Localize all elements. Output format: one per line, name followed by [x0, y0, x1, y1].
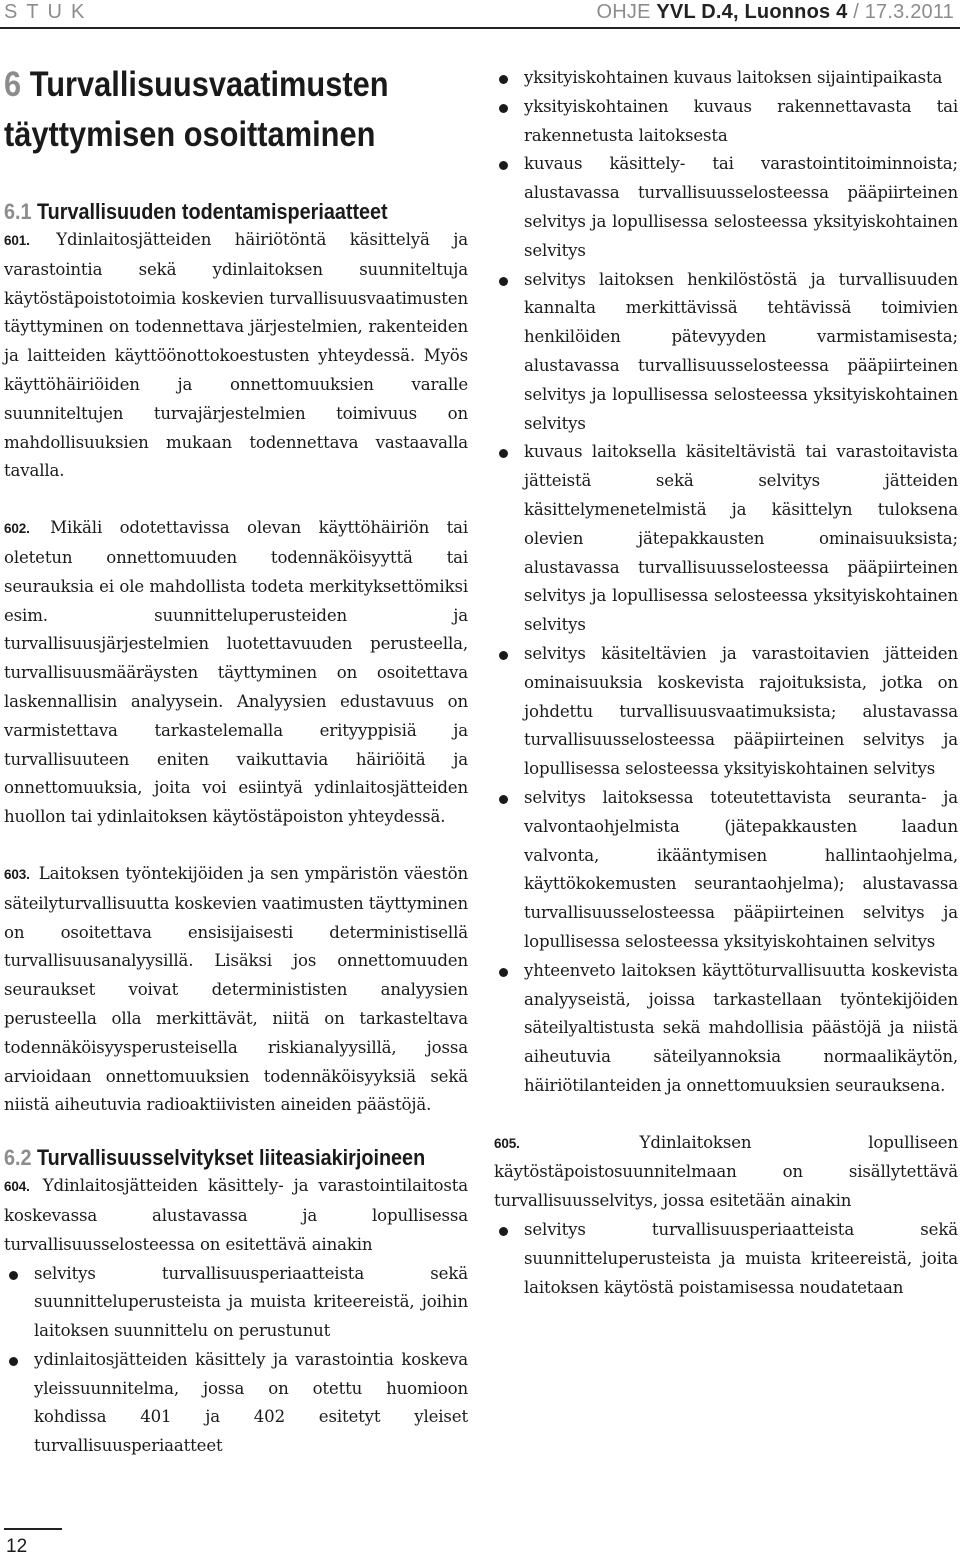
- paragraph-602: [4, 514, 468, 832]
- section-heading-6-1: [4, 198, 472, 226]
- section-number: 6.2: [4, 1145, 32, 1171]
- section-title: Turvallisuusselvitykset liiteasiakirjoineen: [37, 1145, 426, 1171]
- bullet-list-605: [494, 1216, 958, 1302]
- footer-rule: [4, 1528, 62, 1530]
- chapter-title-line1: Turvallisuusvaatimusten: [29, 65, 389, 104]
- page-number: 12: [6, 1536, 28, 1557]
- chapter-number: 6: [4, 65, 22, 104]
- paragraph-604: [4, 1172, 468, 1259]
- list-item: selvitys käsiteltävien ja varastoitavien jätteiden ominaisuuksia koskevista rajoituksista, jotka on johdettu turvallisuusvaatimuksista; alustavassa turvallisuusselosteessa pääpiirteinen selvitys ja lopullisessa selosteessa yksityiskohtainen selvitys: [494, 640, 958, 784]
- guide-date: / 17.3.2011: [847, 1, 954, 23]
- paragraph-number: 604.: [4, 1179, 30, 1195]
- paragraph-text: Ydinlaitosjätteiden häiriötöntä käsittelyä ja varastointia sekä ydinlaitoksen suunniteltuja käytöstäpoistotoimia koskevien turvallisuusvaatimusten täyttyminen on todennettava järjestelmien, rakenteiden ja laitteiden käyttöönottokoestusten yhteydessä. Myös käyttöhäiriöiden ja onnettomuuksien varalle suunniteltujen turvajärjestelmien toimivuus on mahdollisuuksien mukaan todennettava vastaavalla tavalla.: [4, 230, 468, 481]
- list-item: yhteenveto laitoksen käyttöturvallisuutta koskevista analyyseistä, joissa tarkastellaan työntekijöiden säteilyaltistusta sekä mahdollisia päästöjä ja niistä aiheutuvia säteilyannoksia normaalikäytön, häiriötilanteiden ja onnettomuuksien seurauksena.: [494, 957, 958, 1101]
- list-item: kuvaus käsittely- tai varastointitoiminnoista; alustavassa turvallisuusselosteessa pääpiirteinen selvitys ja lopullisessa selosteessa yksityiskohtainen selvitys: [494, 150, 958, 265]
- paragraph-number: 602.: [4, 521, 30, 537]
- paragraph-603: [4, 860, 468, 1120]
- paragraph-number: 605.: [494, 1135, 520, 1151]
- list-item: selvitys laitoksen henkilöstöstä ja turvallisuuden kannalta merkittävissä tehtävissä toimivien henkilöiden pätevyyden varmistamisesta; alustavassa turvallisuusselosteessa pääpiirteinen selvitys ja lopullisessa selosteessa yksityiskohtainen selvitys: [494, 266, 958, 439]
- bullet-icon: [499, 795, 508, 804]
- bullet-icon: [499, 1227, 508, 1236]
- bullet-icon: [9, 1271, 18, 1280]
- left-column: [4, 60, 468, 1461]
- publisher-name: STUK: [4, 1, 94, 23]
- bullet-icon: [499, 277, 508, 286]
- right-column: [494, 64, 958, 1302]
- section-heading-6-2: [4, 1144, 472, 1172]
- bullet-icon: [499, 75, 508, 84]
- bullet-list-604-right: [494, 64, 958, 1101]
- running-header: [0, 0, 960, 26]
- paragraph-number: 601.: [4, 233, 30, 248]
- chapter-title: [4, 60, 470, 160]
- list-item: selvitys turvallisuusperiaatteista sekä suunnitteluperusteista ja muista kriteereistä, joita laitoksen käytöstä poistamisessa noudatetaan: [494, 1216, 958, 1302]
- paragraph-601: [4, 226, 468, 486]
- guide-reference: [596, 1, 954, 24]
- chapter-title-line2: täyttymisen osoittaminen: [4, 115, 376, 154]
- bullet-icon: [499, 104, 508, 113]
- guide-prefix: OHJE: [596, 1, 657, 23]
- list-item: yksityiskohtainen kuvaus rakennettavasta tai rakennetusta laitoksesta: [494, 93, 958, 151]
- paragraph-text: Ydinlaitosjätteiden käsittely- ja varastointilaitosta koskevassa alustavassa ja lopullisessa turvallisuusselosteessa on esitettävä ainakin: [4, 1176, 468, 1254]
- paragraph-text: Ydinlaitoksen lopulliseen käytöstäpoistosuunnitelmaan on sisällytettävä turvallisuusselvitys, jossa esitetään ainakin: [494, 1132, 958, 1211]
- paragraph-text: Laitoksen työntekijöiden ja sen ympäristön väestön säteilyturvallisuutta koskevien vaatimusten täyttyminen on osoitettava ensisijaisesti deterministisellä turvallisuusanalyysillä. Lisäksi jos onnettomuuden seuraukset voivat determinististen analyysien perusteella olla merkittävät, niitä on tarkasteltava todennäköisyysperusteisella riskianalyysillä, jossa arvioidaan onnettomuuksien todennäköisyyksiä sekä niistä aiheutuvia radioaktiivisten aineiden päästöjä.: [4, 863, 468, 1115]
- bullet-icon: [499, 161, 508, 170]
- section-title: Turvallisuuden todentamisperiaatteet: [37, 199, 388, 224]
- list-item: selvitys turvallisuusperiaatteista sekä suunnitteluperusteista ja muista kriteereistä, joihin laitoksen suunnittelu on perustunut: [4, 1260, 468, 1346]
- bullet-icon: [9, 1357, 18, 1366]
- bullet-icon: [499, 968, 508, 977]
- list-item: selvitys laitoksessa toteutettavista seuranta- ja valvontaohjelmista (jätepakkausten laadun valvonta, ikääntymisen hallintaohjelma, käyttökokemusten seurantaohjelma); alustavassa turvallisuusselosteessa pääpiirteinen selvitys ja lopullisessa selosteessa yksityiskohtainen selvitys: [494, 784, 958, 957]
- bullet-icon: [499, 651, 508, 660]
- header-rule: [0, 27, 960, 29]
- section-number: 6.1: [4, 199, 32, 224]
- bullet-list-604-left: [4, 1260, 468, 1462]
- guide-code: YVL D.4, Luonnos 4: [656, 1, 848, 23]
- paragraph-text: Mikäli odotettavissa olevan käyttöhäiriön tai oletetun onnettomuuden todennäköisyyttä tai seurauksia ei ole mahdollista todeta merkityksettömiksi esim. suunnitteluperusteiden ja turvallisuusjärjestelmien luotettavuuden perusteella, turvallisuusmääräysten täyttyminen on osoitettava laskennallisin analyysein. Analyysien edustavuus on varmistettava tarkastelemalla erityyppisiä ja turvallisuuteen eniten vaikuttavia häiriöitä ja onnettomuuksia, joita voi esiintyä ydinlaitosjätteiden huollon tai ydinlaitoksen käytöstäpoiston yhteydessä.: [4, 518, 469, 827]
- list-item: kuvaus laitoksella käsiteltävistä tai varastoitavista jätteistä sekä selvitys jätteiden käsittelymenetelmistä ja käsittelyn tuloksena olevien jätepakkausten ominaisuuksista; alustavassa turvallisuusselosteessa pääpiirteinen selvitys ja lopullisessa selosteessa yksityiskohtainen selvitys: [494, 438, 958, 640]
- paragraph-number: 603.: [4, 866, 30, 882]
- bullet-icon: [499, 449, 508, 458]
- paragraph-605: [494, 1129, 958, 1216]
- list-item: yksityiskohtainen kuvaus laitoksen sijaintipaikasta: [494, 64, 958, 93]
- list-item: ydinlaitosjätteiden käsittely ja varastointia koskeva yleissuunnitelma, jossa on otettu huomioon kohdissa 401 ja 402 esitetyt yleiset turvallisuusperiaatteet: [4, 1346, 468, 1461]
